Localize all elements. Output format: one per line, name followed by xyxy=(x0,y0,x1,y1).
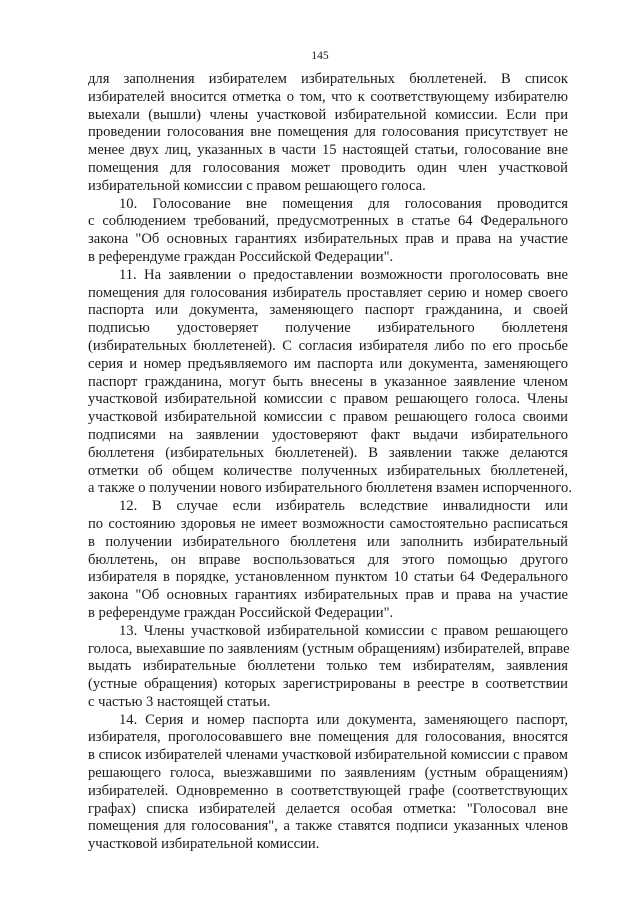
text-line: участковой избирательной комиссии с правом решающего голоса. Члены xyxy=(88,391,568,408)
text-line: помещения для голосования избиратель проставляет серию и номер своего xyxy=(88,284,568,301)
text-line: менее двух лиц, указанных в части 15 настоящей статьи, голосование вне xyxy=(88,142,568,159)
text-line: избирательной комиссии с правом решающего голоса. xyxy=(88,177,426,194)
text-line: закона "Об основных гарантиях избирательных прав и права на участие xyxy=(88,587,568,604)
text-line: паспорта или документа, заменяющего паспорт гражданина, и своей xyxy=(88,302,568,319)
text-line: 13. Члены участковой избирательной комиссии с правом решающего xyxy=(119,622,568,639)
paragraph xyxy=(88,196,568,267)
text-line: избирателей вносится отметка о том, что к соответствующему избирателю xyxy=(88,88,568,105)
text-line: закона "Об основных гарантиях избирательных прав и права на участие xyxy=(88,231,568,248)
text-line: участковой избирательной комиссии с правом решающего голоса своими xyxy=(88,409,568,426)
text-line: в список избирателей членами участковой избирательной комиссии с правом xyxy=(88,747,568,764)
text-line: помещения для голосования может проводить один член участковой xyxy=(88,159,568,176)
paragraph xyxy=(88,71,568,196)
text-line: 11. На заявлении о предоставлении возможности проголосовать вне xyxy=(119,266,568,283)
text-line: в получении избирательного бюллетеня или заполнить избирательный xyxy=(88,533,568,550)
paragraph xyxy=(88,266,573,498)
text-line: помещения для голосования", а также ставятся подписи указанных членов xyxy=(88,818,568,835)
text-line: в референдуме граждан Российской Федерации". xyxy=(88,248,394,265)
text-line: с соблюдением требований, предусмотренных в статье 64 Федерального xyxy=(88,213,568,230)
text-line: проведении голосования вне помещения для голосования присутствует не xyxy=(88,124,568,141)
text-line: 12. В случае если избиратель вследствие инвалидности или xyxy=(119,498,568,515)
text-line: избирателя, проголосовавшего вне помещения для голосования, вносятся xyxy=(88,729,568,746)
text-line: выехали (вышли) члены участковой избирательной комиссии. Если при xyxy=(88,106,568,123)
text-line: (устные обращения) которых зарегистрированы в реестре в соответствии xyxy=(88,676,568,693)
text-line: графах) списка избирателей делается особая отметка: "Голосовал вне xyxy=(88,800,568,817)
text-line: бюллетень, он вправе воспользоваться для этого помощью другого xyxy=(88,551,568,568)
text-line: серия и номер предъявляемого им паспорта или документа, заменяющего xyxy=(88,355,568,372)
text-line: решающего голоса, выезжавшими по заявлениям (устным обращениям) xyxy=(88,765,568,782)
text-line: по состоянию здоровья не имеет возможности самостоятельно расписаться xyxy=(88,515,568,532)
page-number: 145 xyxy=(311,50,329,62)
text-line: участковой избирательной комиссии. xyxy=(88,836,320,853)
text-line: избирателя в порядке, установленном пунктом 10 статьи 64 Федерального xyxy=(88,569,568,586)
text-line: а также о получении нового избирательного бюллетеня взамен испорченного. xyxy=(88,480,573,497)
text-line: избирателей. Одновременно в соответствующей графе (соответствующих xyxy=(88,782,568,799)
document-body xyxy=(88,71,573,854)
text-line: выдать избирательные бюллетени только тем избирателям, заявления xyxy=(88,658,568,675)
text-line: отметки об общем количестве полученных избирательных бюллетеней, xyxy=(88,462,568,479)
text-line: паспорт гражданина, могут быть внесены в указанное заявление членом xyxy=(88,373,568,390)
paragraph xyxy=(88,498,568,623)
text-line: 10. Голосование вне помещения для голосования проводится xyxy=(119,195,568,212)
paragraph xyxy=(88,623,568,712)
text-line: (избирательных бюллетеней). С согласия избирателя либо по его просьбе xyxy=(88,337,568,354)
text-line: в референдуме граждан Российской Федерации". xyxy=(88,604,394,621)
paragraph xyxy=(88,712,568,854)
text-line: подписями на заявлении удостоверяют факт выдачи избирательного xyxy=(88,426,568,443)
text-line: подписью удостоверяет получение избирательного бюллетеня xyxy=(88,320,568,337)
text-line: бюллетеня (избирательных бюллетеней). В заявлении также делаются xyxy=(88,444,568,461)
text-line: 14. Серия и номер паспорта или документа, заменяющего паспорт, xyxy=(119,711,568,728)
text-line: голоса, выехавшие по заявлениям (устным обращениям) избирателей, вправе xyxy=(88,640,570,657)
text-line: для заполнения избирателем избирательных бюллетеней. В список xyxy=(88,71,568,87)
text-line: с частью 3 настоящей статьи. xyxy=(88,693,271,710)
